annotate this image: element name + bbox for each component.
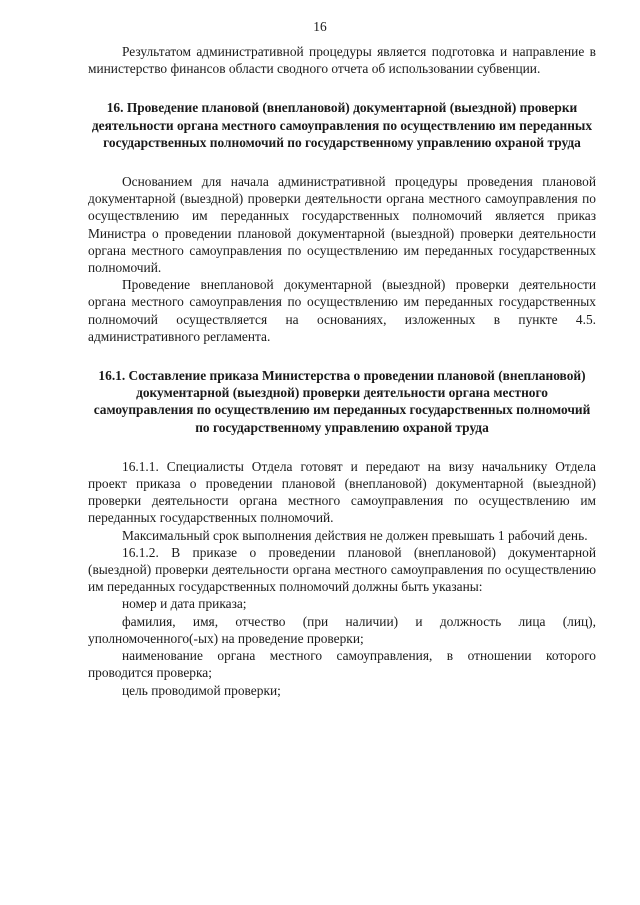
page-number: 16: [313, 19, 327, 34]
section-16-paragraph: Проведение внеплановой документарной (выездной) проверки деятельности органа местного самоуправления по осуществлению им переданных государственных полномочий осуществляется на основаниях, изложенных в пункте 4.5. административного регламента.: [88, 277, 596, 344]
list-item: цель проводимой проверки;: [122, 682, 281, 698]
section-16-1-paragraph: Максимальный срок выполнения действия не должен превышать 1 рабочий день.: [122, 527, 588, 543]
list-item: номер и дата приказа;: [122, 596, 247, 612]
section-16-1-heading: 16.1. Составление приказа Министерства о проведении плановой (внеплановой) документарной (выездной) проверки деятельности органа местного самоуправления по осуществлению им переданных государственных полномочий по государственному управлению охраной труда: [93, 368, 591, 435]
document-body: [88, 43, 596, 699]
section-16-paragraph: Основанием для начала административной процедуры проведения плановой документарной (выездной) проверки деятельности органа местного самоуправления по осуществлению им переданных государственных полномочий является приказ Министра о проведении плановой документарной (выездной) проверки деятельности органа местного самоуправления по осуществлению им переданных государственных полномочий.: [88, 174, 596, 276]
section-16-1-paragraph: 16.1.1. Специалисты Отдела готовят и передают на визу начальнику Отдела проект приказа о проведении плановой (внеплановой) документарной (выездной) проверки деятельности органа местного самоуправления по осуществлению им переданных государственных полномочий.: [88, 458, 596, 526]
list-item: наименование органа местного самоуправления, в отношении которого проводится проверка;: [88, 648, 596, 681]
section-16-heading: 16. Проведение плановой (внеплановой) документарной (выездной) проверки деятельности органа местного самоуправления по осуществлению им переданных государственных полномочий по государственному управлению охраной труда: [91, 100, 593, 150]
intro-paragraph: Результатом административной процедуры является подготовка и направление в министерство финансов области сводного отчета об использовании субвенции.: [88, 44, 596, 77]
section-16-1-paragraph: 16.1.2. В приказе о проведении плановой (внеплановой) документарной (выездной) проверки деятельности органа местного самоуправления по осуществлению им переданных государственных полномочий должны быть указаны:: [88, 544, 596, 595]
list-item: фамилия, имя, отчество (при наличии) и должность лица (лиц), уполномоченного(-ых) на проведение проверки;: [88, 613, 596, 646]
